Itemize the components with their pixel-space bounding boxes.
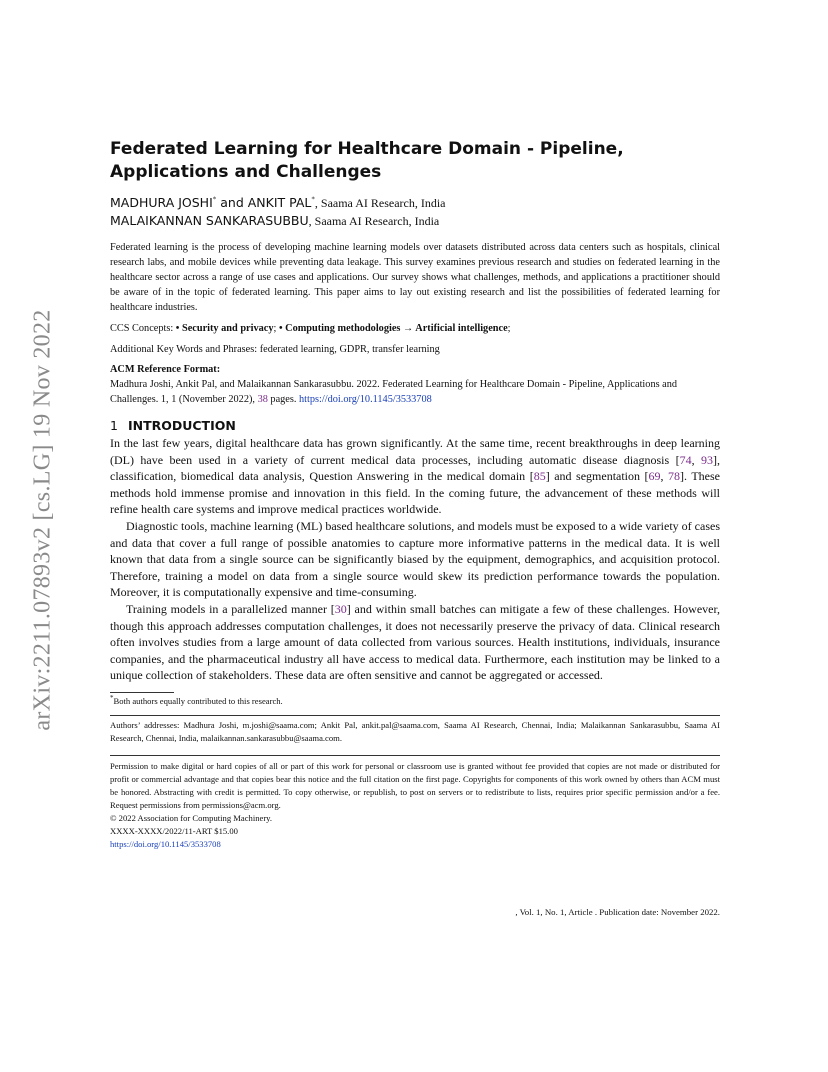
- arxiv-id: arXiv:2211.07893v2 [cs.LG] 19 Nov 2022: [29, 309, 56, 731]
- citation-link[interactable]: 74: [679, 452, 692, 467]
- page-count-link[interactable]: 38: [257, 394, 268, 405]
- ccs-concept: • Security and privacy: [175, 323, 274, 334]
- ccs-concepts: [110, 321, 720, 336]
- permission-notice: Permission to make digital or hard copies of all or part of this work for personal or classroom use is granted without fee provided that copies are not made or distributed for profit or commercial advantage and that copies bear this notice and the full citation on the first page. Copyrights for components of this work owned by others than ACM must be honored. Abstracting with credit is permitted. To copy otherwise, or republish, to post on servers or to redistribute to lists, requires prior specific permission and/or a fee. Request permissions from permissions@acm.org.: [110, 760, 720, 810]
- ccs-prefix: CCS Concepts:: [110, 323, 176, 334]
- paragraph-text: ], classification, biomedical data analysis, Question Answering in the medical domain [: [110, 452, 720, 484]
- section-title: INTRODUCTION: [127, 418, 236, 433]
- ccs-separator: ;: [273, 323, 279, 334]
- section-number: 1: [110, 418, 118, 433]
- paragraph-text: Training models in a parallelized manner [: [126, 601, 335, 616]
- ccs-concept: • Computing methodologies → Artificial intelligence: [278, 323, 508, 334]
- acm-reference: [110, 377, 720, 407]
- citation-link[interactable]: 30: [334, 601, 347, 616]
- arxiv-sidebar-stamp: [28, 285, 58, 755]
- author-line-1: [110, 194, 720, 212]
- paragraph-text: ] and within small batches can mitigate a few of these challenges. However, though this approach addresses computation challenges, it does not necessarily preserve the privacy of data. Clinical research often involves studies from a large amount of data collected from various sources. Health institutions, individuals, insurance companies, and the pharmaceutical industry all have access to medical data. Furthermore, each institution may be linked to a unique collection of stakeholders. These data are often sensitive and cannot be aggregated or accessed.: [110, 601, 720, 683]
- author-line-2: [110, 212, 720, 230]
- footnote-rule: [110, 692, 174, 693]
- acm-reference-heading: ACM Reference Format:: [110, 364, 221, 375]
- paragraph-text: ] and segmentation [: [545, 469, 649, 484]
- issn-price: XXXX-XXXX/2022/11-ART $15.00: [110, 825, 238, 836]
- footnote-mark: *: [110, 694, 114, 703]
- citation-link[interactable]: 78: [668, 469, 681, 484]
- introduction-body: [110, 435, 720, 684]
- paragraph: [110, 435, 720, 518]
- acm-reference-text: Madhura Joshi, Ankit Pal, and Malaikannan Sankarasubbu. 2022. Federated Learning for Healthcare Domain - Pipeline, Applications and Challenges. 1, 1 (November 2022),: [110, 379, 678, 405]
- paper-page: [110, 138, 720, 851]
- keywords: Additional Key Words and Phrases: federated learning, GDPR, transfer learning: [110, 344, 440, 355]
- paragraph: Diagnostic tools, machine learning (ML) based healthcare solutions, and models must be exposed to a wide variety of cases and data that cover a full range of possible anatomies to capture more informative patterns in the medical data. It is well known that data from a single source can be significantly biased by the equipment, demographics, and acquisition protocol. Therefore, training a model on data from a single source would skew its prediction performance towards the population. Moreover, it is computationally expensive and time-consuming.: [110, 518, 720, 600]
- author-conjunction: and: [216, 195, 248, 210]
- paragraph: [110, 601, 720, 684]
- author-addresses: Authors’ addresses: Madhura Joshi, m.joshi@saama.com; Ankit Pal, ankit.pal@saama.com, Saama AI Research, Chennai, India; Malaikannan Sankarasubbu, Saama AI Research, Chennai, India, malaikannan.sankarasubbu@saama.com.: [110, 719, 720, 743]
- page-footer: , Vol. 1, No. 1, Article . Publication date: November 2022.: [515, 907, 720, 917]
- paragraph-text: ,: [660, 469, 669, 484]
- citation-link[interactable]: 93: [701, 452, 713, 467]
- paragraph-text: ,: [691, 452, 701, 467]
- author-name: MALAIKANNAN SANKARASUBBU: [110, 213, 309, 228]
- paragraph-text: ]. These methods hold immense promise and innovation in this field. In the coming future, the advancement of these methods will refine health care systems and improve medical practices worldwide.: [110, 469, 720, 517]
- doi-footer-link[interactable]: https://doi.org/10.1145/3533708: [110, 838, 221, 849]
- acm-reference-pages-suffix: pages.: [267, 394, 300, 405]
- doi-link[interactable]: https://doi.org/10.1145/3533708: [299, 394, 432, 405]
- section-heading-introduction: [110, 417, 720, 435]
- permission-rule: [110, 755, 720, 756]
- equal-contribution-mark: *: [212, 195, 217, 204]
- author-affiliation: , Saama AI Research, India: [308, 214, 440, 228]
- author-name: ANKIT PAL: [247, 195, 312, 210]
- addresses-rule: [110, 715, 720, 716]
- citation-link[interactable]: 69: [648, 469, 661, 484]
- author-affiliation: , Saama AI Research, India: [314, 196, 446, 210]
- author-block: [110, 194, 720, 230]
- equal-contribution-mark: *: [311, 195, 315, 204]
- footnote: [110, 695, 720, 707]
- paragraph-text: In the last few years, digital healthcare data has grown significantly. At the same time, recent breakthroughs in deep learning (DL) have been used in a variety of current medical data processes, including automatic disease diagnosis [: [110, 436, 720, 467]
- paper-title: Federated Learning for Healthcare Domain - Pipeline, Applications and Challenges: [110, 139, 624, 182]
- abstract: Federated learning is the process of developing machine learning models over datasets distributed across data centers such as hospitals, clinical research labs, and mobile devices while preventing data leakage. This survey examines previous research and studies on federated learning in the healthcare sector across a range of use cases and applications. Our survey shows what challenges, methods, and applications a practitioner should be aware of in the topic of federated learning. This paper aims to lay out existing research and list the possibilities of federated learning for healthcare industries.: [110, 242, 720, 313]
- author-name: MADHURA JOSHI: [110, 195, 213, 210]
- copyright-notice: © 2022 Association for Computing Machinery.: [110, 812, 273, 823]
- ccs-end: ;: [507, 323, 511, 334]
- footnote-text: Both authors equally contributed to this research.: [113, 695, 283, 706]
- citation-link[interactable]: 85: [533, 469, 546, 484]
